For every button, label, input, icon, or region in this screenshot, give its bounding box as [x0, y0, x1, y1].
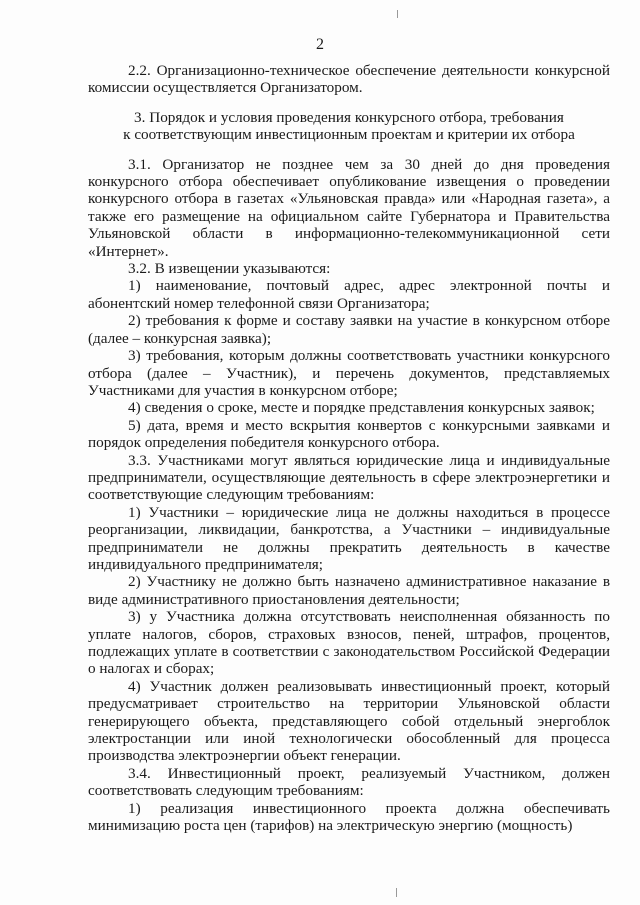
paragraph-3-4: 3.4. Инвестиционный проект, реализуемый Участником, должен соответствовать следующим требованиям:	[88, 764, 610, 800]
list-item-3-2-2: 2) требования к форме и составу заявки на участие в конкурсном отборе (далее – конкурсная заявка);	[88, 312, 610, 347]
list-item-3-3-3: 3) у Участника должна отсутствовать неисполненная обязанность по уплате налогов, сборов, страховых взносов, пеней, штрафов, процентов, подлежащих уплате в соответствии с законодательством Российской Федерации о налогах и сборах;	[88, 608, 610, 678]
list-item-3-3-1: 1) Участники – юридические лица не должны находиться в процессе реорганизации, ликвидации, банкротства, а Участники – индивидуальные предприниматели не должны прекратить деятельность в качестве индивидуального предпринимателя;	[88, 503, 610, 573]
list-item-3-2-5: 5) дата, время и место вскрытия конвертов с конкурсными заявками и порядок определения победителя конкурсного отбора.	[88, 416, 610, 452]
page-number: 2	[316, 36, 324, 53]
section-3-heading-line-2: к соответствующим инвестиционным проектам и критерии их отбора	[123, 126, 575, 144]
list-item-3-4-1: 1) реализация инвестиционного проекта должна обеспечивать минимизацию роста цен (тарифов) на электрическую энергию (мощность)	[88, 799, 610, 835]
section-3-heading-line-1: 3. Порядок и условия проведения конкурсного отбора, требования	[134, 108, 564, 126]
paragraph-3-2: 3.2. В извещении указываются:	[128, 260, 331, 278]
list-item-3-3-2: 2) Участнику не должно быть назначено административное наказание в виде административного приостановления деятельности;	[88, 573, 610, 608]
section-3-heading	[88, 109, 610, 144]
section-2-2-paragraph: 2.2. Организационно-техническое обеспечение деятельности конкурсной комиссии осуществляется Организатором.	[88, 62, 610, 97]
list-item-3-2-1: 1) наименование, почтовый адрес, адрес электронной почты и абонентский номер телефонной связи Организатора;	[88, 277, 610, 312]
scan-artifact-top	[397, 10, 398, 18]
list-item-3-2-3: 3) требования, которым должны соответствовать участники конкурсного отбора (далее – Участник), и перечень документов, представляемых Участниками для участия в конкурсном отборе;	[88, 347, 610, 399]
list-item-3-3-4: 4) Участник должен реализовывать инвестиционный проект, который предусматривает строительство на территории Ульяновской области генерирующего объекта, представляющего собой отдельный энергоблок электростанции или иной технологически обособленный для процесса производства электроэнергии объект генерации.	[88, 677, 610, 765]
paragraph-3-3: 3.3. Участниками могут являться юридические лица и индивидуальные предприниматели, осуществляющие деятельность в сфере электроэнергетики и соответствующие следующим требованиям:	[88, 451, 610, 504]
document-body	[88, 62, 610, 834]
list-item-3-2-4: 4) сведения о сроке, месте и порядке представления конкурсных заявок;	[128, 399, 595, 417]
paragraph-3-1: 3.1. Организатор не позднее чем за 30 дней до дня проведения конкурсного отбора обеспечивает опубликование извещения о проведении конкурсного отбора в газетах «Ульяновская правда» или «Народная газета», а также его размещение на официальном сайте Губернатора и Правительства Ульяновской области в информационно-телекоммуникационной сети «Интернет».	[88, 155, 610, 260]
scan-artifact-bottom	[396, 888, 397, 897]
